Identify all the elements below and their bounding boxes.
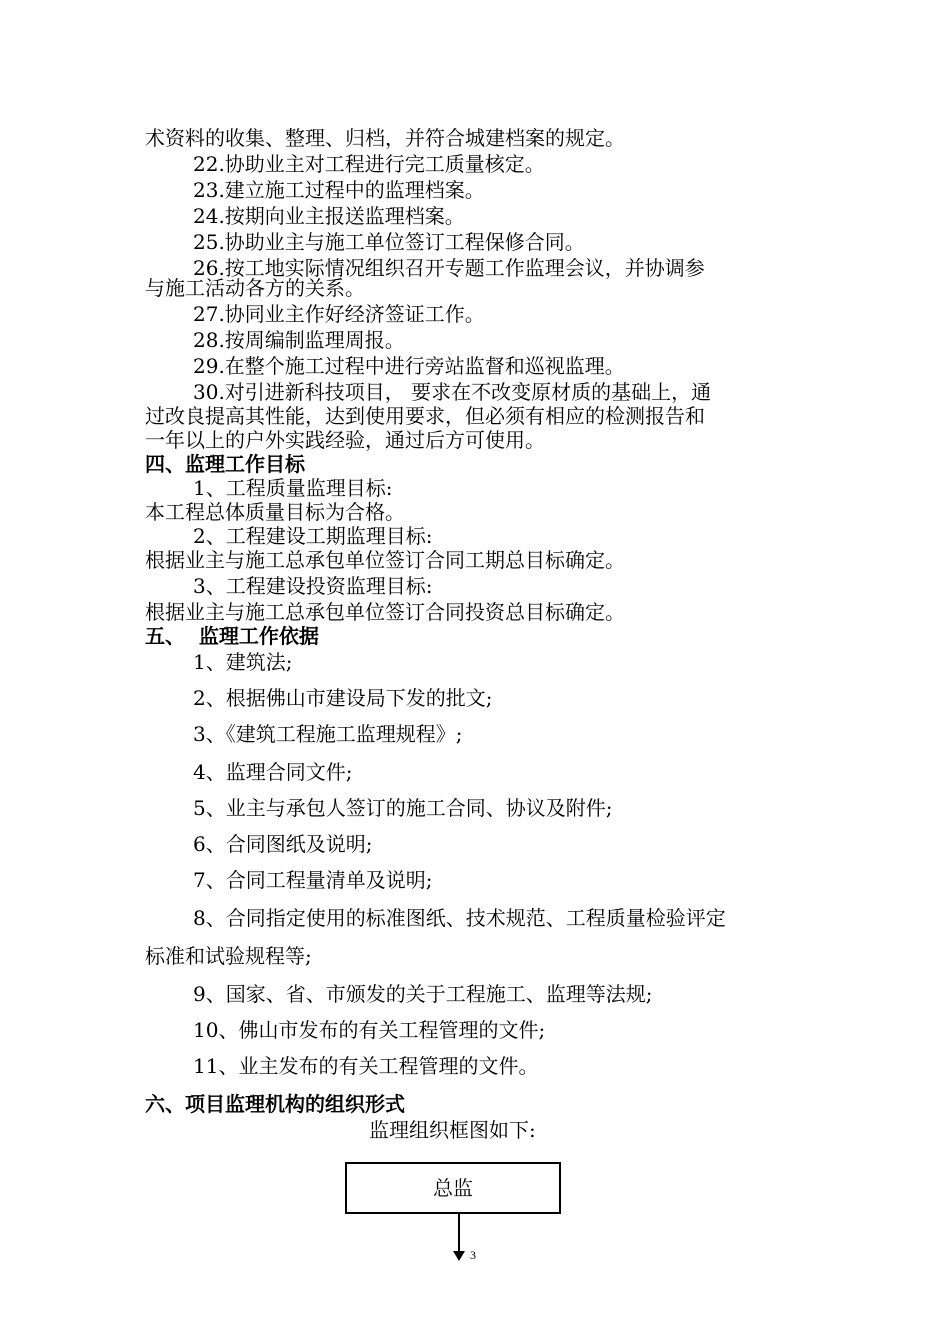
list-item: 11、业主发布的有关工程管理的文件。 <box>193 1054 539 1078</box>
list-item: 22.协助业主对工程进行完工质量核定。 <box>193 152 545 176</box>
list-item: 3、工程建设投资监理目标: <box>193 574 433 598</box>
list-item: 7、合同工程量清单及说明; <box>193 868 433 892</box>
list-item: 1、建筑法; <box>193 650 293 674</box>
list-item: 26.按工地实际情况组织召开专题工作监理会议，并协调参 <box>193 256 705 280</box>
list-item: 9、国家、省、市颁发的关于工程施工、监理等法规; <box>193 982 653 1006</box>
list-item: 28.按周编制监理周报。 <box>193 328 405 352</box>
text-line: 术资料的收集、整理、归档，并符合城建档案的规定。 <box>145 126 625 150</box>
text-line: 过改良提高其性能，达到使用要求，但必须有相应的检测报告和 <box>145 404 705 428</box>
text-line: 本工程总体质量目标为合格。 <box>145 500 405 524</box>
text-line: 一年以上的户外实践经验，通过后方可使用。 <box>145 428 545 452</box>
list-item: 1、工程质量监理目标: <box>193 476 393 500</box>
text-line: 标准和试验规程等; <box>145 944 312 968</box>
list-item: 6、合同图纸及说明; <box>193 832 373 856</box>
list-item: 4、监理合同文件; <box>193 760 353 784</box>
list-item: 24.按期向业主报送监理档案。 <box>193 204 465 228</box>
section-heading: 五、 监理工作依据 <box>145 624 319 648</box>
org-chart-connector-line <box>458 1214 460 1252</box>
list-item: 30.对引进新科技项目， 要求在不改变原材质的基础上，通 <box>193 380 712 404</box>
list-item: 8、合同指定使用的标准图纸、技术规范、工程质量检验评定 <box>193 906 726 930</box>
list-item: 25.协助业主与施工单位签订工程保修合同。 <box>193 230 585 254</box>
arrow-down-icon <box>453 1251 465 1261</box>
org-chart-top-box <box>345 1162 561 1214</box>
list-item: 2、工程建设工期监理目标: <box>193 524 433 548</box>
list-item: 2、根据佛山市建设局下发的批文; <box>193 686 493 710</box>
list-item: 10、佛山市发布的有关工程管理的文件; <box>193 1018 546 1042</box>
list-item: 5、业主与承包人签订的施工合同、协议及附件; <box>193 796 613 820</box>
org-chart-top-box-label: 总监 <box>433 1176 473 1200</box>
list-item: 3、《建筑工程施工监理规程》; <box>193 722 463 746</box>
section-heading: 六、项目监理机构的组织形式 <box>145 1092 405 1116</box>
text-line: 根据业主与施工总承包单位签订合同投资总目标确定。 <box>145 600 625 624</box>
page-number: 3 <box>470 1248 476 1262</box>
chart-caption: 监理组织框图如下: <box>369 1118 536 1142</box>
text-line: 与施工活动各方的关系。 <box>145 276 365 300</box>
list-item: 23.建立施工过程中的监理档案。 <box>193 178 485 202</box>
section-heading: 四、监理工作目标 <box>145 452 305 476</box>
list-item: 27.协同业主作好经济签证工作。 <box>193 302 485 326</box>
list-item: 29.在整个施工过程中进行旁站监督和巡视监理。 <box>193 354 625 378</box>
text-line: 根据业主与施工总承包单位签订合同工期总目标确定。 <box>145 548 625 572</box>
